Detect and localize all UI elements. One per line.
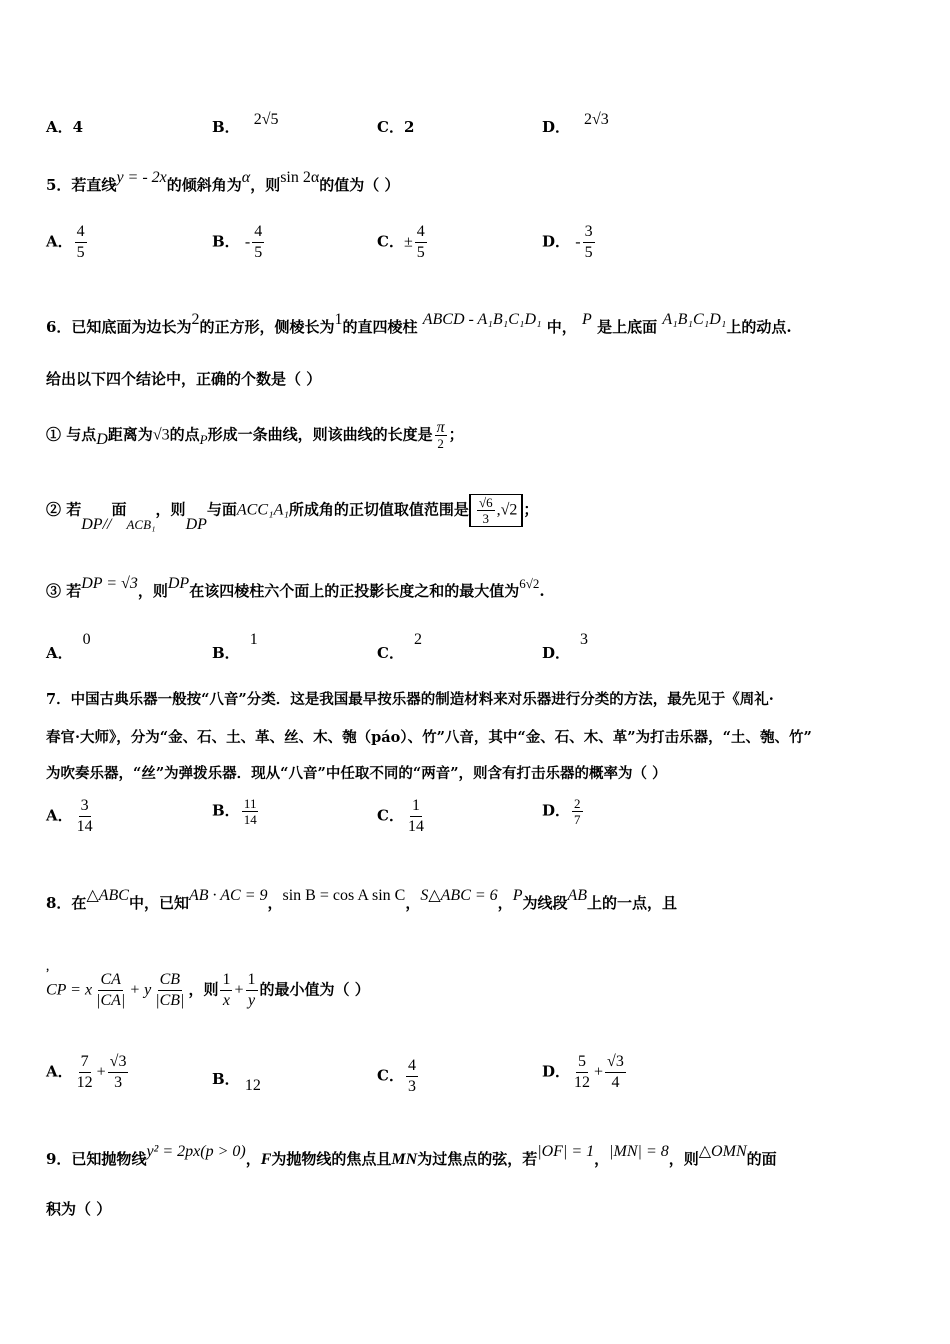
fraction: $\frac{4}{5}$ <box>254 223 263 261</box>
fraction: $\frac{3}{14}$ <box>76 797 93 835</box>
q8-option-a[interactable]: A． $\frac{7}{12}$ + $\frac{√3}{3}$ <box>46 1053 127 1091</box>
q6-statement-2: ② 若DP//面ACB₁，则DP与面ACC₁A₁所成角的正切值取值范围是 $\frac{√6}{3}$ ,√2 ； <box>46 495 539 533</box>
option-label: D． <box>542 801 571 820</box>
option-label: D． <box>542 118 571 136</box>
q9-stem: 9．已知抛物线y² = 2px(p > 0)，F为抛物线的焦点且MN为过焦点的弦，若|OF| = 1，|MN| = 8，则△OMN的面 <box>46 1143 777 1168</box>
q6-option-c[interactable] <box>377 628 422 662</box>
option-value: 2√3 <box>584 111 609 128</box>
q7-option-d[interactable] <box>542 796 585 827</box>
q8-stem: 8．在△ABC中，已知AB · AC = 9，sin B = cos A sin C，S△ABC = 6，P为线段AB上的一点，且 <box>46 887 678 912</box>
option-label: C． <box>377 806 404 825</box>
q8-condition: CP = x $\frac{CA}{|CA|}$ + y $\frac{CB}{|CB|}$ ，则 $\frac{1}{x}$ + $\frac{1}{y}$ 的最小值为（ ） <box>46 971 370 1009</box>
option-value: 4 <box>72 118 84 136</box>
interval-bracket: $\frac{√6}{3}$ ,√2 <box>469 494 523 527</box>
q4-option-a[interactable] <box>46 116 83 137</box>
fraction: $\frac{√6}{3}$ <box>478 495 493 526</box>
option-label: A． <box>46 232 73 251</box>
fraction: $\frac{3}{5}$ <box>584 223 593 261</box>
q7-line2: 春官·大师》，分为“金、石、土、革、丝、木、匏（páo）、竹”八音，其中“金、石、木、革”为打击乐器，“土、匏、竹” <box>46 729 812 746</box>
q6-statement-3: ③ 若DP = √3，则DP在该四棱柱六个面上的正投影长度之和的最大值为6√2. <box>46 575 545 600</box>
option-label: C． <box>377 232 404 251</box>
q7-option-b[interactable] <box>212 796 261 827</box>
fraction: $\frac{1}{x}$ <box>222 971 231 1009</box>
q6-statement-1: ① 与点D距离为√3的点P形成一条曲线，则该曲线的长度是 $\frac{\pi}{2}$ ； <box>46 419 464 451</box>
q5-option-b[interactable]: B． - $\frac{4}{5}$ <box>212 223 263 261</box>
option-label: B． <box>212 644 240 662</box>
option-value: 0 <box>82 631 91 648</box>
option-label: C． <box>377 118 404 136</box>
q5-option-c[interactable]: C．± $\frac{4}{5}$ <box>377 223 425 261</box>
q5-stem: 5．若直线y = - 2x的倾斜角为α，则sin 2α的值为（ ） <box>46 169 400 194</box>
fraction: $\frac{5}{12}$ <box>574 1053 591 1091</box>
option-label: A． <box>46 644 73 662</box>
fraction: $\frac{1}{14}$ <box>407 797 424 835</box>
q7-line3: 为吹奏乐器，“丝”为弹拨乐器．现从“八音”中任取不同的“两音”，则含有打击乐器的概率为（ ） <box>46 765 667 782</box>
q7-option-c[interactable] <box>377 796 428 837</box>
option-label: C． <box>377 1066 404 1085</box>
fraction: $\frac{7}{12}$ <box>76 1053 93 1091</box>
q7-option-a[interactable] <box>46 796 97 837</box>
q4-option-c[interactable] <box>377 116 414 137</box>
option-label: B． <box>212 232 240 251</box>
option-label: A． <box>46 1062 73 1081</box>
fraction: $\frac{4}{5}$ <box>76 223 85 261</box>
fraction: $\frac{1}{y}$ <box>247 971 256 1009</box>
q6-option-a[interactable] <box>46 628 91 662</box>
option-value: 12 <box>244 1077 261 1094</box>
fraction: $\frac{2}{7}$ <box>574 796 581 827</box>
fraction: $\frac{\pi}{2}$ <box>436 419 445 451</box>
q6-option-b[interactable] <box>212 628 258 662</box>
q8-comma: ， <box>46 962 56 973</box>
q6-stem: 6．已知底面为边长为2的正方形，侧棱长为1的直四棱柱 ABCD - A₁B₁C₁D₁ 中， P 是上底面 A₁B₁C₁D₁上的动点. <box>46 311 792 336</box>
q5-option-d[interactable]: D． - $\frac{3}{5}$ <box>542 223 593 261</box>
option-value: 2 <box>413 631 422 648</box>
q7-line1: 7．中国古典乐器一般按“八音”分类．这是我国最早按乐器的制造材料来对乐器进行分类的方法，最先见于《周礼· <box>46 691 774 708</box>
q6-option-d[interactable] <box>542 628 589 662</box>
fraction: $\frac{4}{5}$ <box>416 223 425 261</box>
q8-option-d[interactable]: D． $\frac{5}{12}$ + $\frac{√3}{4}$ <box>542 1053 624 1091</box>
q6-line2: 给出以下四个结论中，正确的个数是（ ） <box>46 370 322 388</box>
option-label: C． <box>377 644 404 662</box>
fraction: $\frac{√3}{4}$ <box>607 1053 624 1091</box>
fraction: $\frac{CB}{|CB|}$ <box>155 971 185 1009</box>
q5-option-a[interactable] <box>46 222 89 263</box>
option-label: D． <box>542 644 571 662</box>
option-label: D． <box>542 232 571 251</box>
fraction: $\frac{4}{3}$ <box>407 1057 416 1095</box>
option-label: A． <box>46 806 73 825</box>
option-label: B． <box>212 118 240 136</box>
fraction: $\frac{CA}{|CA|}$ <box>96 971 126 1009</box>
fraction: $\frac{11}{14}$ <box>243 796 257 827</box>
fraction: $\frac{√3}{3}$ <box>109 1053 127 1091</box>
q4-option-d[interactable] <box>542 108 609 136</box>
q4-option-b[interactable] <box>212 108 279 136</box>
option-value: 2 <box>403 118 415 136</box>
option-value: 1 <box>249 631 258 648</box>
q8-option-b[interactable] <box>212 1068 261 1094</box>
option-label: B． <box>212 1070 240 1088</box>
option-label: A． <box>46 118 73 136</box>
option-label: D． <box>542 1062 571 1081</box>
q8-option-c[interactable] <box>377 1056 420 1097</box>
option-value: 2√5 <box>253 111 279 128</box>
option-label: B． <box>212 801 240 820</box>
option-value: 3 <box>580 631 589 648</box>
q9-line2: 积为（ ） <box>46 1200 112 1218</box>
